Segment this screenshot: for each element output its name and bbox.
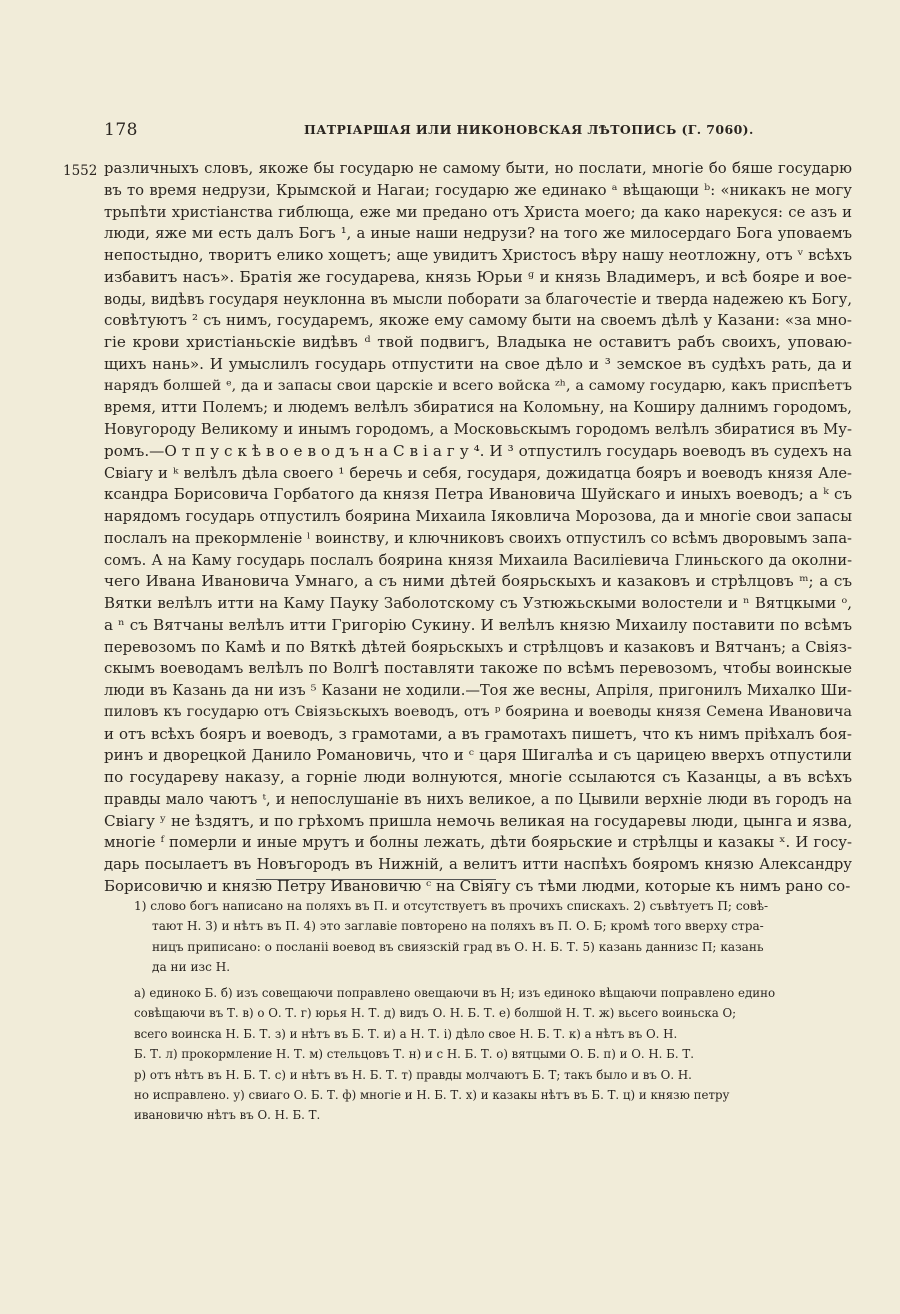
variant-note-line: а) единоко Б. б) изъ совещаючи поправлено овещаючи въ Н; изъ единоко вѣщаючи поправлено едино [134,986,776,1000]
text-line: перевозомъ по Камѣ и по Вяткѣ дѣтей боярьскыхъ и стрѣлцовъ и казаковъ и Вятчанъ; а Свіяз- [104,638,852,656]
footnote-line: да ни изс Н. [152,960,231,975]
footnotes-numbered [134,896,859,978]
text-line: нарядомъ государь отпустилъ боярина Михаила Іяковлича Морозова, да и многіе свои запасы [104,508,852,525]
running-title: ПАТРІАРШАЯ ИЛИ НИКОНОВСКАЯ ЛѢТОПИСЬ (Г. 7060). [304,122,754,137]
text-line: и отъ всѣхъ бояръ и воеводъ, з грамотами, а въ грамотахъ пишетъ, что къ нимъ пріѣхалъ боя- [104,724,852,743]
text-line: трьпѣти христіанства гиблюща, еже ми предано отъ Христа моего; да како нарекуся: се азъ и [104,203,852,221]
footnotes-lettered [134,983,859,1126]
text-line: въ то время недрузи, Крымской и Нагаи; государю же единако ᵃ вѣщающи ᵇ: «никакъ не могу [104,181,852,199]
text-line: правды мало чаютъ ᵗ, и непослушаніе въ нихъ великое, а по Цывили верхніе люди въ городъ на [104,790,852,808]
text-line: Свіагу ʸ не ѣздятъ, и по грѣхомъ пришла немочь великая на государевы люди, цынга и язва, [104,811,852,830]
text-line: а ⁿ съ Вятчаны велѣлъ итти Григорію Сукину. И велѣлъ князю Михаилу поставити по всѣмъ [104,615,852,634]
text-line: многіе ᶠ померли и иные мрутъ и болны лежать, дѣти боярьские и стрѣлцы и казакы ˣ. И госу- [104,834,852,852]
text-line: дарь посылаетъ въ Новъгородъ въ Нижній, а велитъ итти наспѣхъ бояромъ князю Александру [104,856,852,873]
text-line: избавитъ насъ». Братія же государева, князь Юрьи ᶢ и князь Владимеръ, и всѣ бояре и вое- [104,267,852,286]
variant-note-line: ивановичю нѣтъ въ О. Н. Б. Т. [134,1108,321,1123]
text-line: люди въ Казань да ни изъ ⁵ Казани не ходили.—Тоя же весны, Апріля, пригонилъ Михалко Ши- [104,682,852,699]
text-line: совѣтуютъ ² съ нимъ, государемъ, якоже ему самому быти на своемъ дѣлѣ у Казани: «за мно- [104,311,852,330]
margin-year: 1552 [63,163,98,179]
text-line: Новугороду Великому и инымъ городомъ, а Московьскымъ городомъ велѣлъ збиратися въ Му- [104,421,852,438]
text-line: Свіагу и ᵏ велѣлъ дѣла своего ¹ беречь и себя, государя, дожидатца бояръ и воеводъ князя Але- [104,464,852,482]
text-line: скымъ воеводамъ велѣлъ по Волгѣ поставляти такоже по всѣмъ перевозомъ, чтобы воинскые [104,659,852,678]
footnote-line: 1) слово богъ написано на поляхъ въ П. и отсутствуетъ въ прочихъ спискахъ. 2) съвѣтуетъ П; совѣ- [134,899,769,913]
text-line: ринъ и дворецкой Данило Романовичь, что и ᶜ царя Шигалѣа и съ царицею вверхъ отпустили [104,746,852,765]
footnote-line: ницъ приписано: о посланіі воевод въ свиязскій град въ О. Н. Б. Т. 5) казань даннизс П; казань [152,939,764,954]
main-text-block [104,158,852,898]
variant-note-line: Б. Т. л) прокормление Н. Т. м) стельцовъ Т. н) и с Н. Б. Т. о) вятцыми О. Б. п) и О. Н. Б. Т. [134,1047,694,1062]
footnote-separator [256,879,496,880]
text-line: Вятки велѣлъ итти на Каму Пауку Заболотскому съ Узтюжьскыми волостели и ⁿ Вятцкыми ᵒ, [104,594,852,612]
text-line: гіе крови христіаньскіе видѣвъ ᵈ твой подвигъ, Владыка не оставитъ рабъ своихъ, уповаю- [104,333,852,351]
text-line: Борисовичю и князю Петру Ивановичю ᶜ на Свіягу съ тѣми людми, которые къ нимъ рано со- [104,876,851,895]
text-line: сомъ. А на Каму государь послалъ боярина князя Михаила Василіевича Глиньского да околни- [104,551,852,569]
text-line: нарядъ болшей ᵉ, да и запасы свои царскіе и всего войска ᶻʰ, а самому государю, какъ приспѣетъ [104,377,852,394]
text-line: время, итти Полемъ; и людемъ велѣлъ збиратися на Коломьну, на Коширу далнимъ городомъ, [104,399,852,417]
variant-note-line: всего воинска Н. Б. Т. з) и нѣтъ въ Б. Т. и) а Н. Т. і) дѣло свое Н. Б. Т. к) а нѣтъ въ О. Н. [134,1026,678,1041]
page-header [104,120,820,144]
text-line: ксандра Борисовича Горбатого да князя Петра Ивановича Шуйскаго и иныхъ воеводъ; а ᵏ съ [104,485,852,504]
page-number: 178 [104,120,138,140]
text-line: пиловъ къ государю отъ Свіязьскыхъ воеводъ, отъ ᵖ боярина и воеводы князя Семена Ивановича [104,703,852,720]
variant-note-line: совѣщаючи въ Т. в) о О. Т. г) юрья Н. Т. д) видъ О. Н. Б. Т. е) болшой Н. Т. ж) вьсего воиньска О; [134,1006,737,1021]
text-line: различныхъ словъ, якоже бы государю не самому быти, но послати, многіе бо бяше государю [104,160,852,177]
text-line: люди, яже ми есть далъ Богъ ¹, а иные наши недрузи? на того же милосердаго Бога уповаемъ [104,225,852,243]
text-line: ромъ.—О т п у с к ѣ в о е в о д ъ н а С в і а г у ⁴. И ³ отпустилъ государь воеводъ въ судехъ на [104,441,852,460]
variant-note-line: р) отъ нѣтъ въ Н. Б. Т. с) и нѣтъ въ Н. Б. Т. т) правды молчаютъ Б. Т; такъ было и въ О. Н. [134,1067,692,1082]
text-line: чего Ивана Ивановича Умнаго, а съ ними дѣтей боярьскыхъ и казаковъ и стрѣлцовъ ᵐ; а съ [104,572,852,591]
footnote-line: тают Н. 3) и нѣтъ въ П. 4) это заглавіе повторено на поляхъ въ П. О. Б; кромѣ того вверху стра- [152,919,764,934]
variant-note-line: но исправлено. у) свиаго О. Б. Т. ф) многіе и Н. Б. Т. х) и казакы нѣтъ въ Б. Т. ц) и князю петру [134,1087,730,1102]
text-line: по государеву наказу, а горніе люди волнуются, многіе ссылаются съ Казанцы, а въ всѣхъ [104,768,852,786]
text-line: непостыдно, творитъ елико хощетъ; аще увидитъ Христосъ вѣру нашу неотложну, отъ ᵛ всѣхъ [104,246,852,264]
text-line: послалъ на прекормленіе ˡ воинству, и ключниковъ своихъ отпустилъ со всѣмъ дворовымъ запа- [104,529,852,547]
text-line: щихъ нань». И умыслилъ государь отпустити на свое дѣло и ³ земское въ судѣхъ рать, да и [104,354,852,373]
text-line: воды, видѣвъ государя неуклонна въ мысли поборати за благочестіе и тверда надежею къ Богу, [104,290,852,308]
